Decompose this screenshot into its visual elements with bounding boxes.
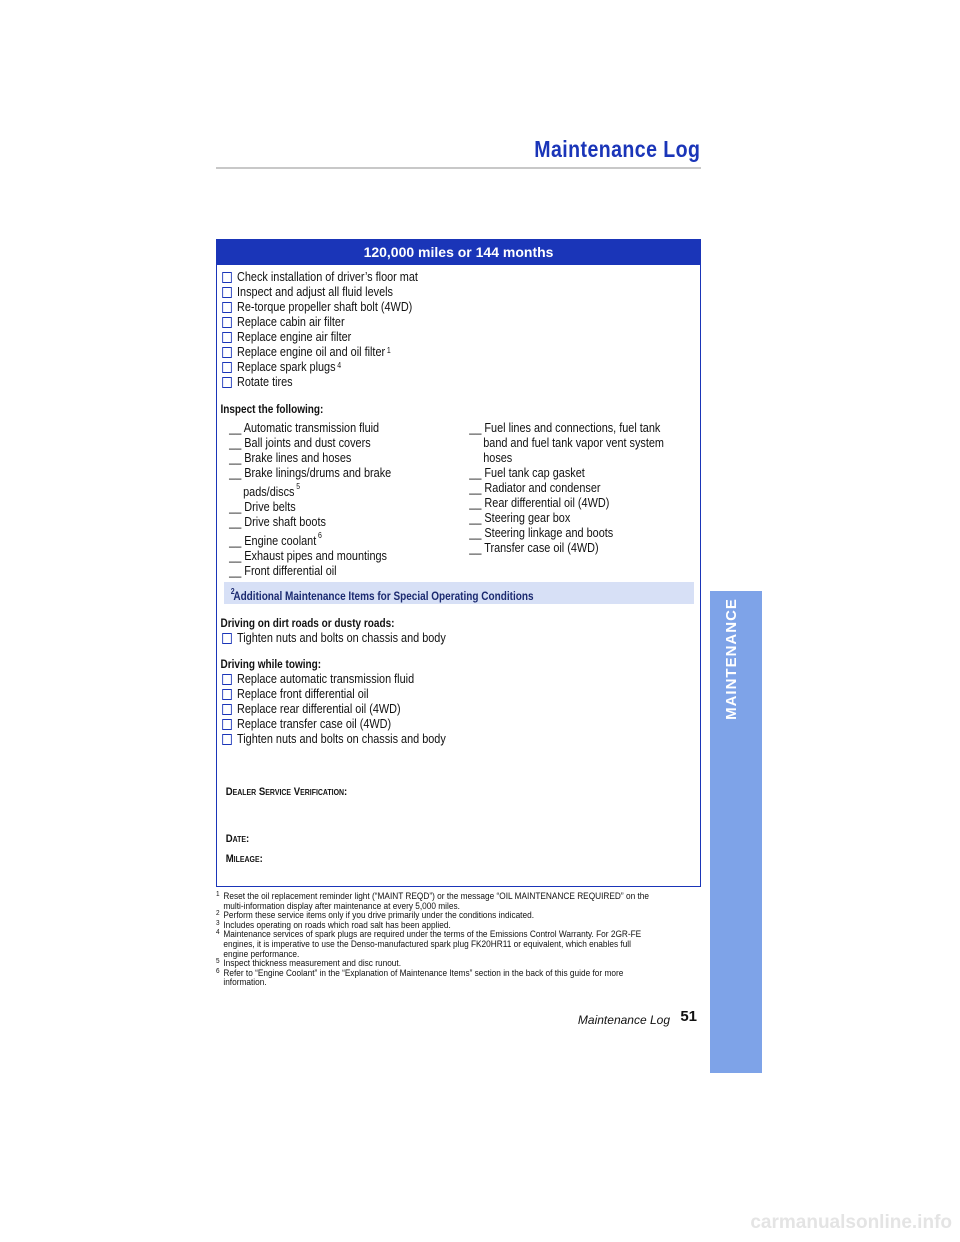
checkbox[interactable] [222, 704, 232, 715]
special-conditions-band [224, 582, 694, 604]
checkbox[interactable] [222, 362, 232, 373]
footnote: 6 Refer to “Engine Coolant” in the “Explanation of Maintenance Items” section in the back of this guide for more information. [216, 967, 624, 988]
inspect-item: __ Brake lines and hoses [229, 451, 352, 465]
inspect-item: __ Transfer case oil (4WD) [469, 541, 599, 555]
page-number: 51 [680, 1008, 697, 1025]
inspect-item: __ Front differential oil [229, 564, 337, 579]
box-header: 120,000 miles or 144 months [217, 240, 700, 265]
inspect-item: __ Fuel lines and connections, fuel tank [469, 421, 661, 435]
footnote-ref: 1 [386, 346, 391, 355]
dealer-verification-label: DEALER SERVICE VERIFICATION: [225, 786, 348, 798]
inspect-item-cont: hoses [483, 451, 513, 465]
footer-section-label: Maintenance Log [577, 1013, 670, 1027]
checklist-item[interactable]: Replace transfer case oil (4WD) [222, 717, 391, 732]
checkbox[interactable] [222, 287, 232, 298]
inspect-item: __ Steering linkage and boots [469, 526, 614, 540]
page-title: Maintenance Log [533, 136, 700, 162]
checklist-item[interactable]: Inspect and adjust all fluid levels [222, 285, 393, 300]
checklist-item[interactable]: Replace cabin air filter [222, 315, 344, 330]
checklist-item[interactable]: Replace engine air filter [222, 330, 351, 345]
inspect-item-cont: band and fuel tank vapor vent system [483, 436, 664, 450]
side-tab-label: MAINTENANCE [723, 598, 740, 720]
checkbox[interactable] [222, 377, 232, 388]
checkbox[interactable] [222, 633, 232, 644]
inspect-item: __ Fuel tank cap gasket [469, 466, 585, 480]
checklist-item[interactable]: Check installation of driver’s floor mat [222, 270, 418, 285]
checkbox[interactable] [222, 734, 232, 745]
inspect-item-cont: pads/discs $^5$ [243, 482, 301, 500]
checkbox[interactable] [222, 347, 232, 358]
footnote: 3 Includes operating on roads which road salt has been applied. [216, 919, 451, 930]
mileage-label: MILEAGE: [225, 853, 263, 865]
inspect-left-column [229, 421, 391, 579]
inspect-item: __ Brake linings/drums and brake [229, 466, 392, 480]
inspect-item: __ Radiator and condenser [469, 481, 601, 495]
footnote-ref: 2 [230, 587, 235, 596]
inspect-item: __ Drive belts [229, 500, 296, 515]
watermark: carmanualsonline.info [750, 1212, 952, 1233]
footnotes [216, 892, 701, 988]
inspect-item: __ Rear differential oil (4WD) [469, 496, 610, 510]
footnote-ref: 6 [318, 531, 322, 541]
checklist-item[interactable]: Tighten nuts and bolts on chassis and body [222, 631, 446, 646]
checklist-item[interactable]: Replace automatic transmission fluid [222, 672, 414, 687]
inspect-item: __ Exhaust pipes and mountings [229, 549, 387, 564]
checkbox[interactable] [222, 719, 232, 730]
checkbox[interactable] [222, 302, 232, 313]
checklist-item[interactable]: Replace rear differential oil (4WD) [222, 702, 400, 717]
checkbox[interactable] [222, 332, 232, 343]
footnote: 1 Reset the oil replacement reminder light (“MAINT REQD”) or the message “OIL MAINTENANCE REQUIRED” on the multi-information display after maintenance at every 5,000 miles. [216, 891, 649, 911]
towing-heading: Driving while towing: [220, 659, 322, 671]
footnote-ref: 4 [337, 361, 342, 370]
checklist-item[interactable]: Replace engine oil and oil filter $^1$ [222, 345, 391, 360]
footnote: 4 Maintenance services of spark plugs are required under the terms of the Emissions Control Warranty. For 2GR-FE engines, it is imperative to use the Denso-manufactured spark plug FK20HR11 or equivalent, which enables full engine performance. [216, 929, 642, 959]
maintenance-box [216, 239, 701, 887]
checklist-item[interactable]: Replace spark plugs $^4$ [222, 360, 341, 375]
inspect-item: __ Ball joints and dust covers [229, 436, 371, 450]
special-conditions-heading: Additional Maintenance Items for Special Operating Conditions [233, 591, 534, 603]
checkbox[interactable] [222, 317, 232, 328]
date-label: DATE: [225, 833, 250, 845]
dirt-roads-heading: Driving on dirt roads or dusty roads: [220, 618, 395, 630]
inspect-item: __ Drive shaft boots [229, 515, 326, 530]
inspect-heading: Inspect the following: [220, 404, 324, 416]
footnote: 2 Perform these service items only if you drive primarily under the conditions indicated. [216, 910, 535, 921]
inspect-right-column [469, 421, 664, 556]
checklist-item[interactable]: Tighten nuts and bolts on chassis and body [222, 732, 446, 747]
footnote-ref: 5 [296, 482, 301, 491]
checklist-item[interactable]: Rotate tires [222, 375, 292, 390]
inspect-item: __ Engine coolant $^6$ [229, 531, 322, 549]
title-divider [216, 167, 701, 169]
footnote: 5 Inspect thickness measurement and disc runout. [216, 958, 402, 969]
checkbox[interactable] [222, 674, 232, 685]
inspect-item: __ Steering gear box [469, 511, 571, 525]
inspect-item: __ Automatic transmission fluid [229, 421, 380, 435]
checklist-item[interactable]: Re-torque propeller shaft bolt (4WD) [222, 300, 412, 315]
checkbox[interactable] [222, 689, 232, 700]
checkbox[interactable] [222, 272, 232, 283]
checklist-item[interactable]: Replace front differential oil [222, 687, 368, 702]
